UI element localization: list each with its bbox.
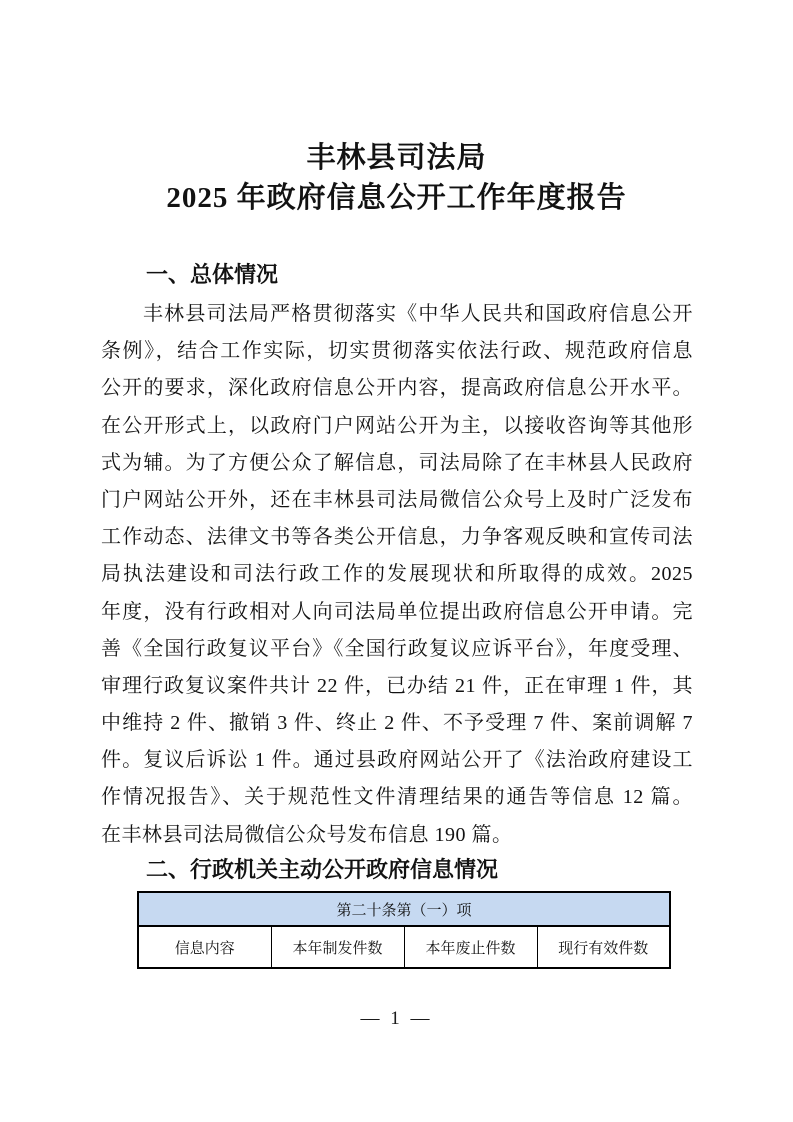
body-line: 条例》，结合工作实际，切实贯彻落实依法行政、规范政府信息 xyxy=(101,340,693,363)
body-line: 式为辅。为了方便公众了解信息，司法局除了在丰林县人民政府 xyxy=(101,451,693,474)
table-col-header-issued-this-year: 本年制发件数 xyxy=(271,926,404,968)
table-col-header-info-content: 信息内容 xyxy=(138,926,271,968)
page-number-footer: — 1 — xyxy=(360,1008,433,1029)
body-line: 审理行政复议案件共计 22 件，已办结 21 件，正在审理 1 件，其 xyxy=(101,674,693,697)
section-heading-overview: 一、总体情况 xyxy=(146,262,279,287)
doc-title xyxy=(0,138,793,218)
table-col-header-currently-effective: 现行有效件数 xyxy=(537,926,670,968)
disclosure-table xyxy=(137,891,671,969)
table-row xyxy=(138,892,670,926)
body-paragraph xyxy=(101,296,693,854)
table-row xyxy=(138,926,670,968)
body-line: 件。复议后诉讼 1 件。通过县政府网站公开了《法治政府建设工 xyxy=(101,749,693,772)
doc-title-line1: 丰林县司法局 xyxy=(306,142,487,174)
body-line: 在丰林县司法局微信公众号发布信息 190 篇。 xyxy=(101,823,513,846)
body-line: 丰林县司法局严格贯彻落实《中华人民共和国政府信息公开 xyxy=(143,303,693,325)
table-col-header-repealed-this-year: 本年废止件数 xyxy=(404,926,537,968)
body-line: 年度，没有行政相对人向司法局单位提出政府信息公开申请。完 xyxy=(101,600,693,623)
body-line: 公开的要求，深化政府信息公开内容，提高政府信息公开水平。 xyxy=(101,377,693,400)
body-line: 中维持 2 件、撤销 3 件、终止 2 件、不予受理 7 件、案前调解 7 xyxy=(101,712,693,735)
body-line: 工作动态、法律文书等各类公开信息，力争客观反映和宣传司法 xyxy=(101,526,693,549)
body-line: 在公开形式上，以政府门户网站公开为主，以接收咨询等其他形 xyxy=(101,414,693,437)
section-heading-proactive-disclosure: 二、行政机关主动公开政府信息情况 xyxy=(146,857,499,882)
table-span-header: 第二十条第（一）项 xyxy=(138,892,670,926)
body-line: 局执法建设和司法行政工作的发展现状和所取得的成效。2025 xyxy=(101,563,693,586)
body-line: 作情况报告》、关于规范性文件清理结果的通告等信息 12 篇。 xyxy=(101,786,693,809)
doc-title-line2: 2025 年政府信息公开工作年度报告 xyxy=(166,182,627,214)
body-line: 门户网站公开外，还在丰林县司法局微信公众号上及时广泛发布 xyxy=(101,488,693,511)
body-line: 善《全国行政复议平台》《全国行政复议应诉平台》，年度受理、 xyxy=(101,637,693,660)
